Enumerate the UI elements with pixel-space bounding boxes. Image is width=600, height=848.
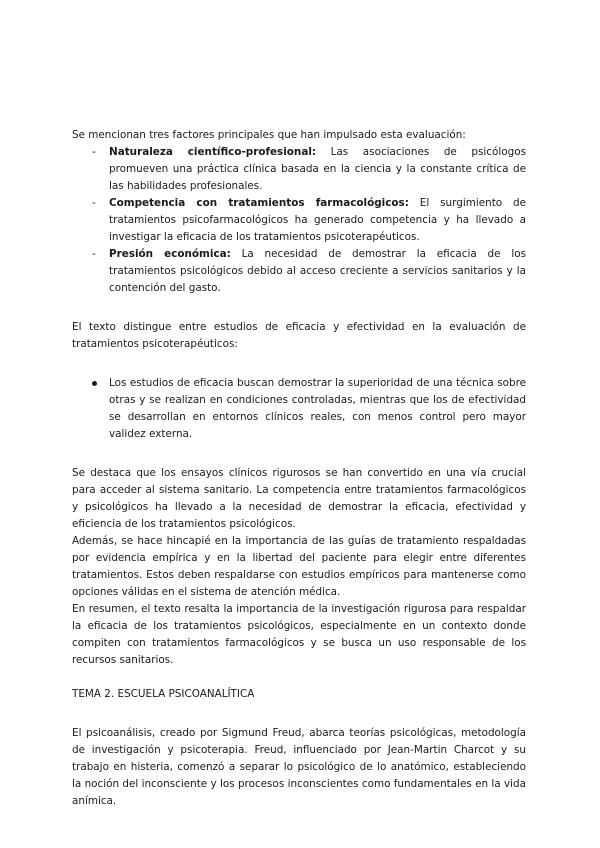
factor-text: El surgimiento de tratamientos psicofarmacológicos ha generado competencia y ha llevado a investigar la eficacia de los tratamientos psicoterapéuticos.: [109, 197, 527, 243]
body-paragraph-1: Se destaca que los ensayos clínicos rigurosos se han convertido en una vía crucial para acceder al sistema sanitario. La competencia entre tratamientos farmacológicos y psicológicos ha llevado a la necesidad de demostrar la eficacia, efectividad y eficiencia de los tratamientos psicológicos.: [72, 467, 526, 530]
bullet-dot-icon: [92, 381, 97, 386]
intro-paragraph: Se mencionan tres factores principales que han impulsado esta evaluación:: [72, 129, 466, 141]
factors-list: [72, 144, 526, 297]
list-item-factor-1: [92, 144, 526, 195]
list-item-bullet-1: [92, 375, 526, 443]
spacer: [72, 443, 526, 465]
list-item-factor-2: [92, 195, 526, 246]
factor-title: Competencia con tratamientos farmacológicos:: [109, 197, 409, 209]
list-item-factor-3: [92, 246, 526, 297]
spacer: [72, 297, 526, 319]
bullet-text: Los estudios de eficacia buscan demostrar la superioridad de una técnica sobre otras y se realizan en condiciones controladas, mientras que los de efectividad se desarrollan en entornos clínicos reales, con menos control pero mayor validez externa.: [109, 377, 526, 440]
spacer: [72, 353, 526, 375]
distinction-paragraph: El texto distingue entre estudios de eficacia y efectividad en la evaluación de tratamientos psicoterapéuticos:: [72, 321, 526, 350]
section-paragraph: El psicoanálisis, creado por Sigmund Freud, abarca teorías psicológicas, metodología de investigación y psicoterapia. Freud, influenciado por Jean-Martin Charcot y su trabajo en histeria, comenzó a separar lo psicológico de lo anatómico, estableciendo la noción del inconsciente y los procesos inconscientes como fundamentales en la vida anímica.: [72, 727, 526, 807]
spacer: [72, 703, 526, 725]
body-paragraph-3: En resumen, el texto resalta la importancia de la investigación rigurosa para respaldar la eficacia de los tratamientos psicológicos, especialmente en un contexto donde compiten con tratamientos farmacológicos y se busca un uso responsable de los recursos sanitarios.: [72, 603, 526, 666]
spacer: [72, 669, 526, 686]
document-page: [72, 127, 526, 810]
bullet-list: [72, 375, 526, 443]
body-paragraph-2: Además, se hace hincapié en la importancia de las guías de tratamiento respaldadas por evidencia empírica y en la libertad del paciente para elegir entre diferentes tratamientos. Estos deben respaldarse con estudios empíricos para mantenerse como opciones válidas en el sistema de atención médica.: [72, 535, 526, 598]
factor-text: Las asociaciones de psicólogos promueven una práctica clínica basada en la ciencia y la constante crítica de las habilidades profesionales.: [109, 146, 526, 192]
dash-marker: -: [92, 248, 96, 260]
dash-marker: -: [92, 146, 96, 158]
section-heading: TEMA 2. ESCUELA PSICOANALÍTICA: [72, 688, 255, 700]
factor-title: Presión económica:: [109, 248, 231, 260]
factor-text: La necesidad de demostrar la eficacia de los tratamientos psicológicos debido al acceso creciente a servicios sanitarios y la contención del gasto.: [109, 248, 526, 294]
dash-marker: -: [92, 197, 96, 209]
factor-title: Naturaleza científico-profesional:: [109, 146, 317, 158]
